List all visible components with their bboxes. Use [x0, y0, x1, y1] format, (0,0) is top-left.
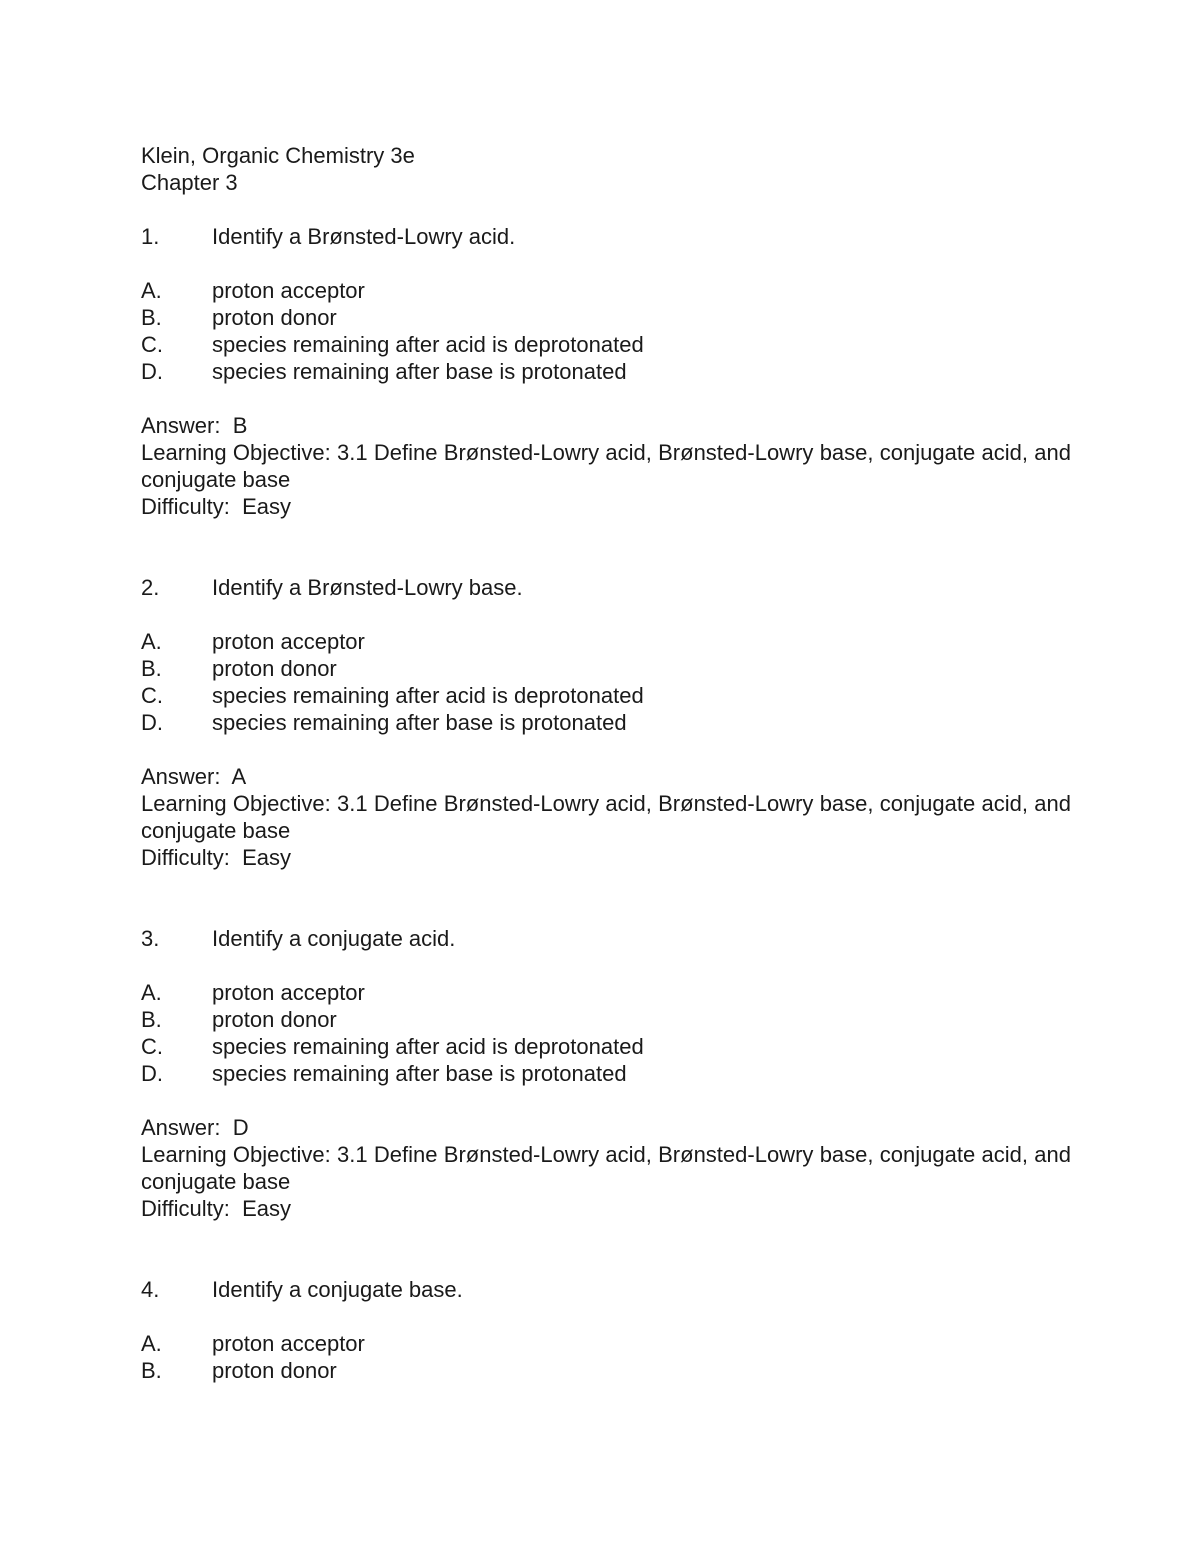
- question-stem: [141, 223, 1071, 250]
- option-row: [141, 709, 1071, 736]
- answer: Answer: D: [141, 1115, 249, 1140]
- book-title: Klein, Organic Chemistry 3e: [141, 143, 415, 168]
- question-block: [141, 925, 1071, 1222]
- question-block: [141, 223, 1071, 520]
- option-letter: D.: [141, 359, 163, 384]
- option-text: proton acceptor: [212, 629, 365, 654]
- option-letter: B.: [141, 1007, 162, 1032]
- option-row: [141, 331, 1071, 358]
- question-text: Identify a conjugate base.: [212, 1277, 463, 1302]
- option-row: [141, 1330, 1071, 1357]
- difficulty: Difficulty: Easy: [141, 494, 291, 519]
- option-letter: A.: [141, 278, 162, 303]
- question-stem: [141, 925, 1071, 952]
- question-number: 4.: [141, 1277, 160, 1302]
- option-text: species remaining after base is protonated: [212, 1061, 627, 1086]
- option-letter: B.: [141, 1358, 162, 1383]
- option-text: proton acceptor: [212, 278, 365, 303]
- question-text: Identify a Brønsted-Lowry base.: [212, 575, 523, 600]
- option-row: [141, 358, 1071, 385]
- question-block: [141, 574, 1071, 871]
- document-page: [141, 142, 1071, 1384]
- option-letter: A.: [141, 980, 162, 1005]
- option-letter: C.: [141, 332, 163, 357]
- option-letter: A.: [141, 1331, 162, 1356]
- option-text: proton donor: [212, 1007, 337, 1032]
- option-letter: C.: [141, 1034, 163, 1059]
- answer: Answer: B: [141, 413, 248, 438]
- option-text: proton donor: [212, 656, 337, 681]
- option-row: [141, 1357, 1071, 1384]
- option-row: [141, 304, 1071, 331]
- option-text: species remaining after acid is deprotonated: [212, 332, 644, 357]
- option-row: [141, 1006, 1071, 1033]
- learning-objective: Learning Objective: 3.1 Define Brønsted-Lowry acid, Brønsted-Lowry base, conjugate acid, and conjugate base: [141, 440, 1071, 492]
- question-text: Identify a Brønsted-Lowry acid.: [212, 224, 516, 249]
- option-letter: B.: [141, 305, 162, 330]
- question-number: 2.: [141, 575, 160, 600]
- option-text: species remaining after acid is deprotonated: [212, 683, 644, 708]
- learning-objective: Learning Objective: 3.1 Define Brønsted-Lowry acid, Brønsted-Lowry base, conjugate acid, and conjugate base: [141, 791, 1071, 843]
- option-letter: A.: [141, 629, 162, 654]
- option-text: proton acceptor: [212, 980, 365, 1005]
- question-number: 3.: [141, 926, 160, 951]
- option-text: proton donor: [212, 1358, 337, 1383]
- option-row: [141, 1060, 1071, 1087]
- difficulty: Difficulty: Easy: [141, 845, 291, 870]
- option-row: [141, 1033, 1071, 1060]
- option-letter: C.: [141, 683, 163, 708]
- option-text: species remaining after base is protonated: [212, 710, 627, 735]
- option-letter: B.: [141, 656, 162, 681]
- option-letter: D.: [141, 710, 163, 735]
- question-block: [141, 1276, 1071, 1384]
- question-stem: [141, 574, 1071, 601]
- option-row: [141, 277, 1071, 304]
- option-letter: D.: [141, 1061, 163, 1086]
- question-text: Identify a conjugate acid.: [212, 926, 456, 951]
- option-row: [141, 655, 1071, 682]
- option-text: species remaining after base is protonated: [212, 359, 627, 384]
- question-stem: [141, 1276, 1071, 1303]
- option-row: [141, 628, 1071, 655]
- option-text: proton acceptor: [212, 1331, 365, 1356]
- option-row: [141, 979, 1071, 1006]
- difficulty: Difficulty: Easy: [141, 1196, 291, 1221]
- learning-objective: Learning Objective: 3.1 Define Brønsted-Lowry acid, Brønsted-Lowry base, conjugate acid, and conjugate base: [141, 1142, 1071, 1194]
- answer: Answer: A: [141, 764, 247, 789]
- question-number: 1.: [141, 224, 160, 249]
- option-row: [141, 682, 1071, 709]
- option-text: species remaining after acid is deprotonated: [212, 1034, 644, 1059]
- option-text: proton donor: [212, 305, 337, 330]
- chapter-title: Chapter 3: [141, 170, 238, 195]
